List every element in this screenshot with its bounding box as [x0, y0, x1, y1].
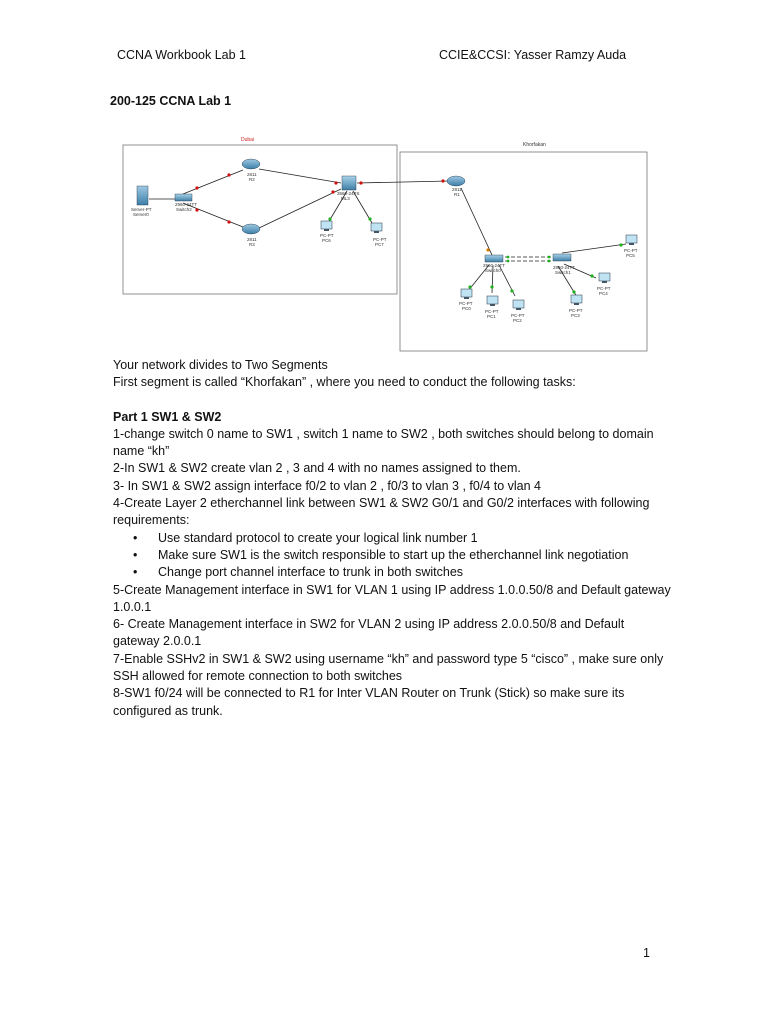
svg-text:PC0: PC0 [462, 306, 471, 311]
task-item: 3- In SW1 & SW2 assign interface f0/2 to vlan 2 , f0/3 to vlan 3 , f0/4 to vlan 4 [113, 478, 542, 493]
svg-text:PC2: PC2 [513, 318, 522, 323]
requirement-item: • Use standard protocol to create your logical link number 1 [133, 530, 673, 547]
part-title: Part 1 SW1 & SW2 [113, 409, 222, 424]
svg-text:R1: R1 [454, 192, 460, 197]
svg-text:Server0: Server0 [133, 212, 149, 217]
svg-text:2960-24TT: 2960-24TT [553, 265, 576, 270]
header-left: CCNA Workbook Lab 1 [117, 48, 246, 62]
svg-text:2960-24TT: 2960-24TT [175, 202, 198, 207]
task-item: 4-Create Layer 2 etherchannel link between SW1 & SW2 G0/1 and G0/2 interfaces with following requirements: [113, 496, 650, 528]
dubai-label: Dubai [241, 137, 255, 143]
pc2-icon [511, 300, 525, 323]
svg-text:PC-PT: PC-PT [373, 237, 387, 242]
pc5-icon [624, 235, 638, 258]
svg-text:PC-PT: PC-PT [459, 301, 473, 306]
task-item: 7-Enable SSHv2 in SW1 & SW2 using username “kh” and password type 5 “cisco” , make sure only SSH allowed for remote connection to both switches [113, 651, 664, 684]
svg-text:PC1: PC1 [487, 314, 496, 319]
page-number: 1 [643, 946, 650, 960]
task-item: 8-SW1 f0/24 will be connected to R1 for Inter VLAN Router on Trunk (Stick) so make sure its configured as trunk. [113, 686, 625, 718]
svg-text:PC-PT: PC-PT [569, 308, 583, 313]
pc1-icon [485, 296, 499, 319]
requirement-item: • Make sure SW1 is the switch responsible to start up the etherchannel link negotiation [133, 547, 673, 564]
intro-line: First segment is called “Khorfakan” , where you need to conduct the following tasks: [113, 375, 576, 390]
svg-text:2960-24TT: 2960-24TT [483, 263, 506, 268]
svg-text:Switch0: Switch0 [485, 268, 501, 273]
svg-text:ML3: ML3 [341, 196, 350, 201]
requirements-list [113, 530, 673, 582]
intro-line: Your network divides to Two Segments [113, 358, 328, 372]
khorfakan-segment-box [400, 152, 647, 351]
pc6-icon [320, 221, 334, 243]
svg-text:R2: R2 [249, 177, 255, 182]
router-r1-icon [447, 176, 465, 197]
svg-text:3560-24PS: 3560-24PS [337, 191, 360, 196]
svg-text:PC5: PC5 [626, 253, 635, 258]
server-icon [131, 186, 152, 217]
network-topology-diagram [121, 131, 649, 354]
svg-text:2811: 2811 [247, 172, 257, 177]
pc3-icon [569, 295, 583, 318]
svg-text:PC-PT: PC-PT [485, 309, 499, 314]
svg-text:PC-PT: PC-PT [511, 313, 525, 318]
lab-instructions [113, 357, 673, 720]
multilayer-switch-ml3-icon [337, 176, 360, 201]
router-r2-icon [242, 159, 260, 182]
svg-text:PC7: PC7 [375, 242, 384, 247]
svg-text:PC3: PC3 [571, 313, 580, 318]
task-item: 2-In SW1 & SW2 create vlan 2 , 3 and 4 with no names assigned to them. [113, 461, 521, 476]
dubai-segment-box [123, 145, 397, 294]
svg-text:PC4: PC4 [599, 291, 608, 296]
header-right: CCIE&CCSI: Yasser Ramzy Auda [439, 48, 627, 62]
pc0-icon [459, 289, 473, 311]
svg-text:PC-PT: PC-PT [320, 233, 334, 238]
requirement-item: • Change port channel interface to trunk in both switches [133, 564, 673, 581]
switch1-icon [553, 254, 575, 275]
svg-text:Switch1: Switch1 [555, 270, 571, 275]
task-item: 6- Create Management interface in SW2 for VLAN 2 using IP address 2.0.0.50/8 and Default gateway 2.0.0.1 [113, 617, 625, 649]
switch2-icon [175, 194, 197, 212]
svg-text:PC-PT: PC-PT [597, 286, 611, 291]
svg-text:R3: R3 [249, 242, 255, 247]
svg-text:PC-PT: PC-PT [624, 248, 638, 253]
svg-text:Server-PT: Server-PT [131, 207, 152, 212]
task-item: 5-Create Management interface in SW1 for VLAN 1 using IP address 1.0.0.50/8 and Default gateway 1.0.0.1 [113, 582, 671, 614]
task-item: 1-change switch 0 name to SW1 , switch 1 name to SW2 , both switches should belong to domain name “kh” [113, 426, 654, 459]
lab-title: 200-125 CCNA Lab 1 [110, 94, 232, 108]
pc4-icon [597, 273, 611, 296]
svg-text:2811: 2811 [452, 187, 462, 192]
pc7-icon [371, 223, 387, 247]
router-r3-icon [242, 224, 260, 247]
svg-text:2811: 2811 [247, 237, 257, 242]
svg-text:PC6: PC6 [322, 238, 331, 243]
svg-text:Switch2: Switch2 [176, 207, 192, 212]
khorfakan-label: Khorfakan [523, 142, 546, 148]
